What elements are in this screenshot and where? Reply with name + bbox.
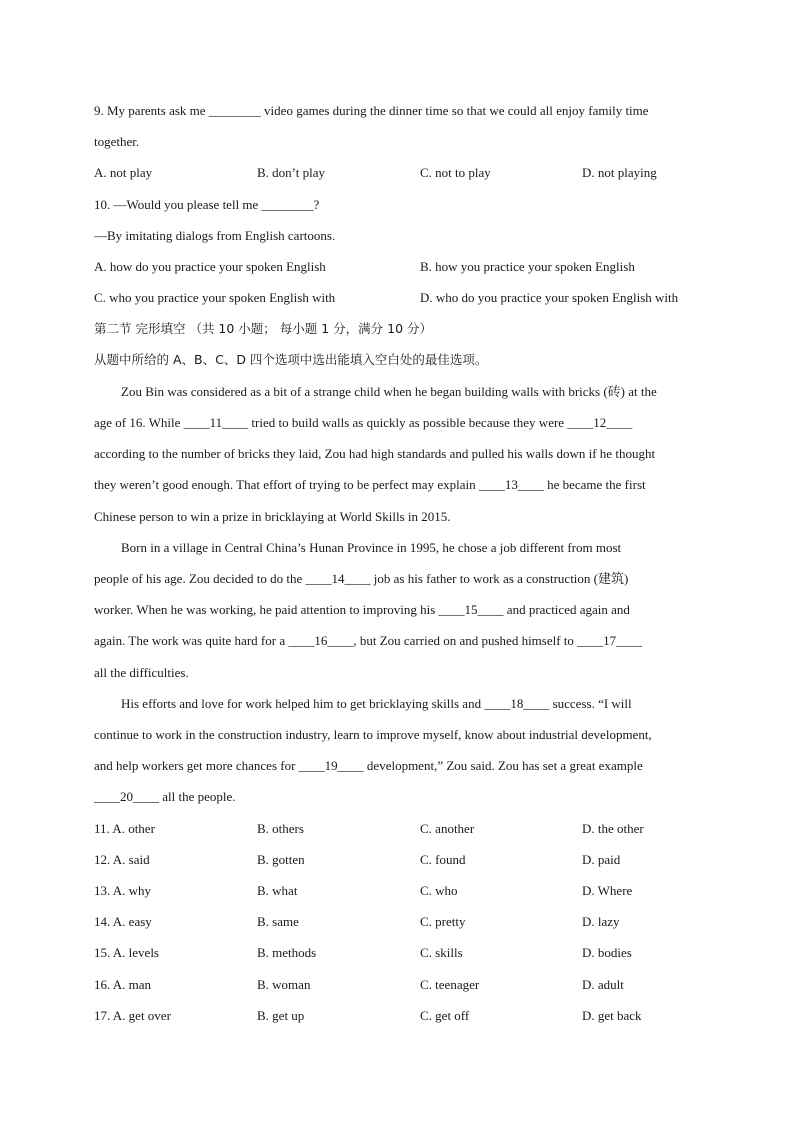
question-10-option-c: C. who you practice your spoken English with — [94, 290, 336, 305]
choice-17-b: B. get up — [257, 1008, 305, 1023]
passage-p1-line-2: age of 16. While ____11____ tried to build walls as quickly as possible because they were ____12____ — [94, 415, 633, 430]
passage-p3-line-3: and help workers get more chances for ____19____ development,” Zou said. Zou has set a great example — [94, 758, 643, 773]
choice-16-c: C. teenager — [420, 977, 480, 992]
passage-p3-line-4: ____20____ all the people. — [94, 789, 236, 804]
section-title: 第二节 完形填空 （共 10 小题； 每小题 1 分，满分 10 分） — [94, 321, 433, 336]
passage-p2-line-1: Born in a village in Central China’s Hunan Province in 1995, he chose a job different from most — [121, 540, 622, 555]
choice-16-a: 16. A. man — [94, 977, 152, 992]
passage-p2-line-5: all the difficulties. — [94, 665, 189, 680]
choice-12-d: D. paid — [582, 852, 621, 867]
passage-p1-line-3: according to the number of bricks they laid, Zou had high standards and pulled his walls down if he thought — [94, 446, 656, 461]
section-instruction: 从题中所给的 A、B、C、D 四个选项中选出能填入空白处的最佳选项。 — [94, 352, 488, 367]
question-9-option-d: D. not playing — [582, 165, 657, 180]
question-10-line-2: —By imitating dialogs from English cartoons. — [94, 228, 336, 243]
choice-11-a: 11. A. other — [94, 821, 155, 836]
choice-17-a: 17. A. get over — [94, 1008, 171, 1023]
choice-11-c: C. another — [420, 821, 475, 836]
choice-15-c: C. skills — [420, 945, 463, 960]
passage-p1-line-1: Zou Bin was considered as a bit of a strange child when he began building walls with bricks (砖) at the — [121, 384, 657, 399]
passage-p3-line-1: His efforts and love for work helped him to get bricklaying skills and ____18____ success. “I will — [121, 696, 632, 711]
choice-15-d: D. bodies — [582, 945, 632, 960]
choice-14-b: B. same — [257, 914, 299, 929]
question-9-line-2: together. — [94, 134, 140, 149]
question-10-option-d: D. who do you practice your spoken English with — [420, 290, 679, 305]
choice-12-a: 12. A. said — [94, 852, 150, 867]
choice-12-c: C. found — [420, 852, 466, 867]
passage-p3-line-2: continue to work in the construction industry, learn to improve myself, know about industrial development, — [94, 727, 652, 742]
choice-17-d: D. get back — [582, 1008, 642, 1023]
passage-p2-line-2: people of his age. Zou decided to do the ____14____ job as his father to work as a construction (建筑) — [94, 571, 629, 586]
choice-14-a: 14. A. easy — [94, 914, 152, 929]
question-9-line-1: 9. My parents ask me ________ video games during the dinner time so that we could all enjoy family time — [94, 103, 649, 118]
choice-11-d: D. the other — [582, 821, 644, 836]
choice-17-c: C. get off — [420, 1008, 470, 1023]
passage-p1-line-4: they weren’t good enough. That effort of trying to be perfect may explain ____13____ he became the first — [94, 477, 646, 492]
choice-15-a: 15. A. levels — [94, 945, 159, 960]
choice-16-b: B. woman — [257, 977, 311, 992]
choice-12-b: B. gotten — [257, 852, 305, 867]
passage-p2-line-3: worker. When he was working, he paid attention to improving his ____15____ and practiced again and — [94, 602, 630, 617]
choice-15-b: B. methods — [257, 945, 317, 960]
choice-11-b: B. others — [257, 821, 304, 836]
passage-p2-line-4: again. The work was quite hard for a ____16____, but Zou carried on and pushed himself to ____17____ — [94, 633, 643, 648]
passage-p1-line-5: Chinese person to win a prize in bricklaying at World Skills in 2015. — [94, 509, 451, 524]
choice-16-d: D. adult — [582, 977, 624, 992]
question-10-option-a: A. how do you practice your spoken English — [94, 259, 326, 274]
question-9-option-c: C. not to play — [420, 165, 491, 180]
question-9-option-a: A. not play — [94, 165, 153, 180]
choice-14-d: D. lazy — [582, 914, 620, 929]
choice-13-c: C. who — [420, 883, 458, 898]
question-10-option-b: B. how you practice your spoken English — [420, 259, 635, 274]
choice-13-d: D. Where — [582, 883, 633, 898]
choice-14-c: C. pretty — [420, 914, 466, 929]
question-10-line-1: 10. —Would you please tell me ________? — [94, 197, 320, 212]
question-9-option-b: B. don’t play — [257, 165, 326, 180]
choice-13-b: B. what — [257, 883, 298, 898]
choice-13-a: 13. A. why — [94, 883, 152, 898]
